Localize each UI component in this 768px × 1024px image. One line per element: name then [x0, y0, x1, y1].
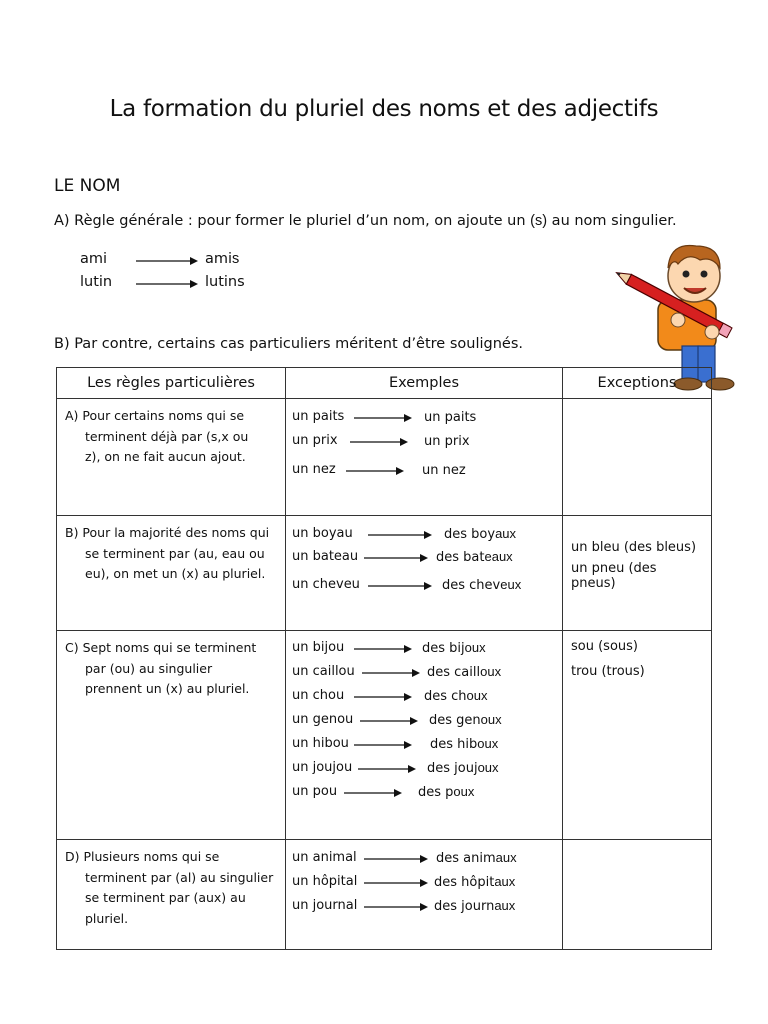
general-rule-text: A) Règle générale : pour former le pluriel d’un nom, on ajoute un [54, 213, 531, 229]
example-item: un joujou des joujoux [292, 760, 499, 776]
rule-line: A) Pour certains noms qui se [65, 408, 245, 423]
exceptions-cell [563, 631, 712, 840]
arrow-icon [364, 854, 428, 864]
rule-line: pluriel. [85, 910, 129, 926]
arrow-icon [362, 668, 420, 678]
rule-line: B) Pour la majorité des noms qui [65, 525, 270, 540]
general-rule [54, 213, 677, 229]
arrow-icon [368, 530, 432, 540]
table-row [57, 516, 712, 631]
general-example-plural: amis [205, 251, 240, 267]
arrow-icon [358, 764, 416, 774]
arrow-icon [350, 437, 408, 447]
example-item: un bateau des bateaux [292, 549, 513, 565]
example-item: un pou des poux [292, 784, 475, 800]
example-item: un journal des journaux [292, 898, 516, 914]
general-rule-mark: (s) [530, 213, 548, 229]
example-item: un paits un paits [292, 409, 477, 425]
rule-line: se terminent par (aux) au [85, 890, 246, 905]
table-row [57, 840, 712, 950]
rule-line: z), on ne fait aucun ajout. [85, 449, 246, 464]
example-item: un hibou des hiboux [292, 736, 499, 752]
particular-cases-intro: B) Par contre, certains cas particuliers méritent d’être soulignés. [54, 336, 523, 352]
exception-item: un bleu (des bleus) [571, 540, 697, 555]
header-examples: Exemples [286, 368, 563, 399]
exception-item: un pneu (des pneus) [571, 561, 657, 591]
exception-item: sou (sous) [571, 639, 638, 654]
arrow-icon [136, 279, 198, 289]
arrow-icon [364, 878, 428, 888]
rule-line: par (ou) au singulier [85, 660, 213, 676]
rule-cell [57, 399, 286, 516]
general-rule-tail: au nom singulier. [547, 213, 677, 229]
rule-line: C) Sept noms qui se terminent [65, 640, 257, 655]
example-item: un hôpital des hôpitaux [292, 874, 516, 890]
rule-cell [57, 631, 286, 840]
example-item: un boyau des boyaux [292, 526, 517, 542]
arrow-icon [354, 413, 412, 423]
example-item: un animal des animaux [292, 850, 517, 866]
table-row [57, 631, 712, 840]
rule-line: se terminent par (au, eau ou [85, 545, 265, 561]
arrow-icon [364, 902, 428, 912]
general-example-singular: ami [80, 251, 108, 267]
exceptions-cell [563, 840, 712, 950]
rules-table [56, 367, 712, 950]
table-row [57, 399, 712, 516]
example-item: un caillou des cailloux [292, 664, 502, 680]
example-item: un chou des choux [292, 688, 488, 704]
exception-item: trou (trous) [571, 664, 645, 679]
general-example-plural: lutins [205, 274, 245, 290]
examples-cell [286, 399, 563, 516]
example-item: un bijou des bijoux [292, 640, 486, 656]
arrow-icon [344, 788, 402, 798]
arrow-icon [346, 466, 404, 476]
section-title: LE NOM [54, 176, 121, 196]
example-item: un genou des genoux [292, 712, 502, 728]
rule-line: eu), on met un (x) au pluriel. [85, 566, 266, 581]
header-exceptions: Exceptions [563, 368, 712, 399]
rule-cell [57, 516, 286, 631]
examples-cell [286, 840, 563, 950]
page-title: La formation du pluriel des noms et des adjectifs [109, 96, 659, 122]
example-item: un cheveu des cheveux [292, 577, 522, 593]
exceptions-cell [563, 516, 712, 631]
rule-cell [57, 840, 286, 950]
arrow-icon [354, 644, 412, 654]
rule-line: prennent un (x) au pluriel. [85, 681, 250, 696]
arrow-icon [364, 553, 428, 563]
arrow-icon [354, 692, 412, 702]
general-example-singular: lutin [80, 274, 113, 290]
table-header-row [57, 368, 712, 399]
examples-cell [286, 631, 563, 840]
examples-cell [286, 516, 563, 631]
rule-line: D) Plusieurs noms qui se [65, 849, 220, 864]
exceptions-cell [563, 399, 712, 516]
arrow-icon [360, 716, 418, 726]
arrow-icon [136, 256, 198, 266]
arrow-icon [354, 740, 412, 750]
arrow-icon [368, 581, 432, 591]
header-rules: Les règles particulières [57, 368, 286, 399]
example-item: un prix un prix [292, 433, 470, 449]
rule-line: terminent déjà par (s,x ou [85, 428, 249, 444]
rule-line: terminent par (al) au singulier [85, 869, 274, 885]
example-item: un nez un nez [292, 462, 466, 478]
